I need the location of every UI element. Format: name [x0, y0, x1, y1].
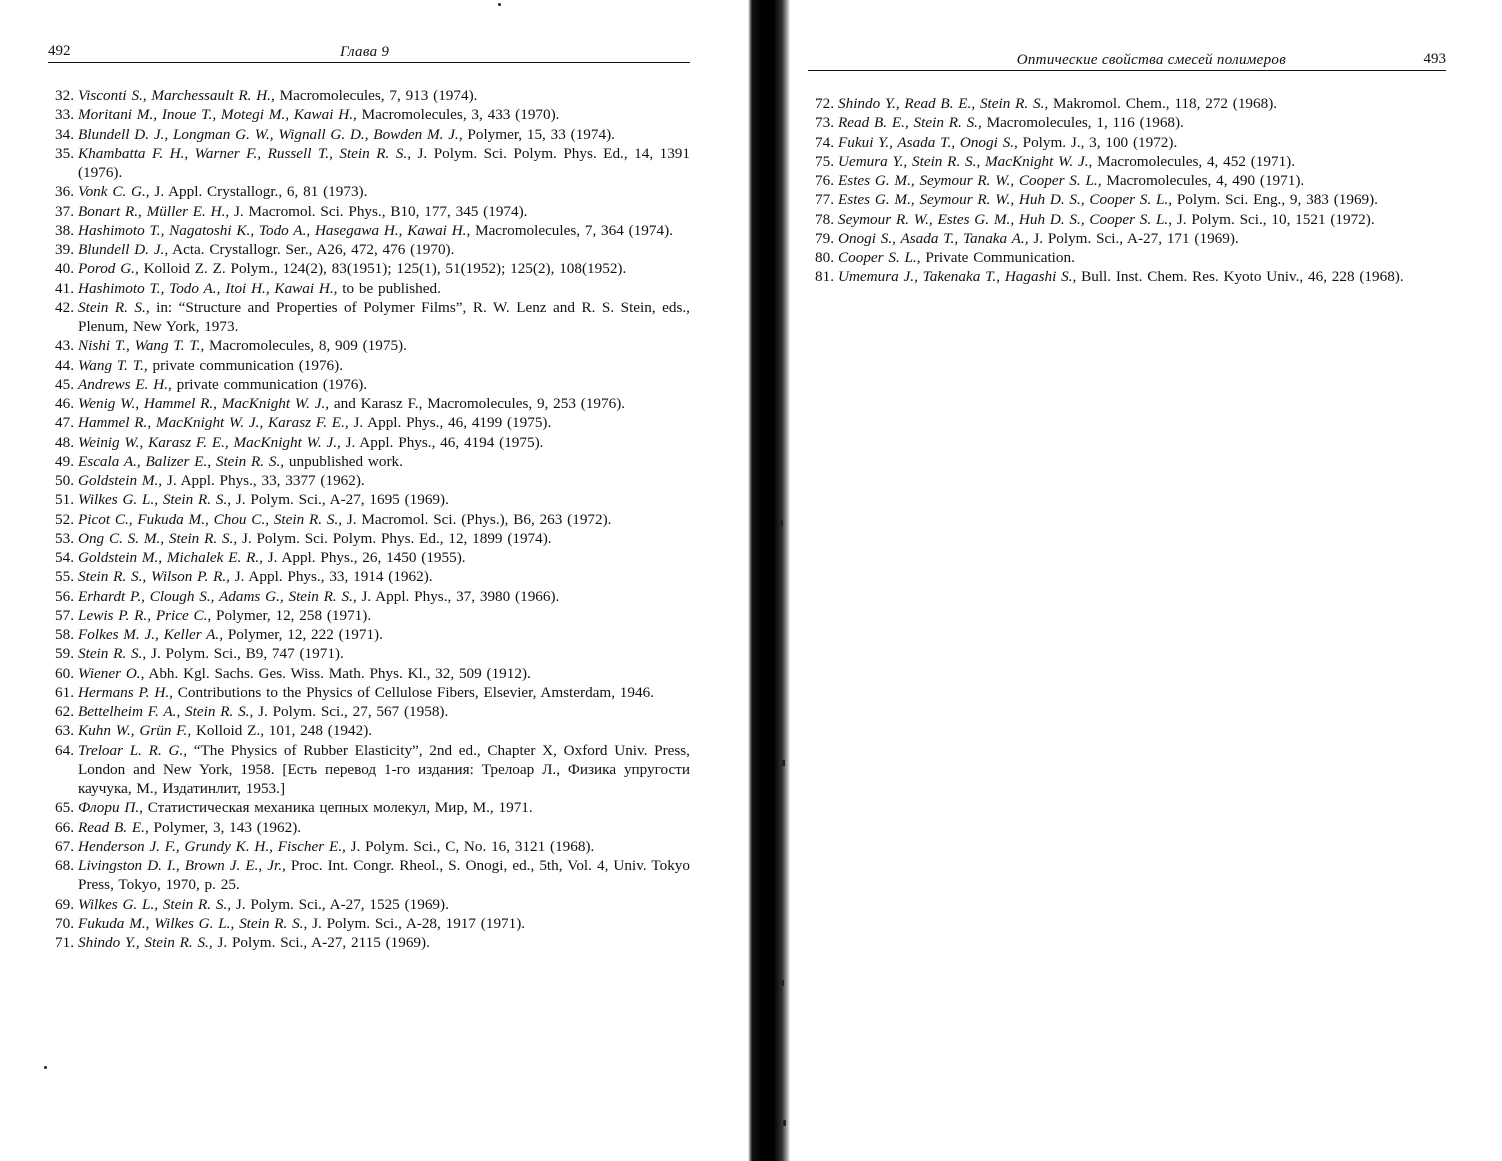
reference-authors: Livingston D. I., Brown J. E., Jr.,: [78, 857, 286, 874]
reference-authors: Hashimoto T., Todo A., Itoi H., Kawai H.,: [78, 279, 338, 297]
reference-number: 36.: [55, 183, 74, 201]
reference-number: 53.: [55, 529, 74, 547]
book-gutter: [748, 0, 790, 1161]
reference-citation: J. Macromol. Sci. (Phys.), B6, 263 (1972).: [342, 510, 612, 528]
reference-number: 62.: [55, 703, 74, 720]
reference-item: [808, 267, 1445, 286]
reference-authors: Lewis P. R., Price C.,: [78, 606, 212, 624]
reference-number: 34.: [55, 125, 74, 143]
reference-authors: Fukuda M., Wilkes G. L., Stein R. S.,: [78, 914, 308, 932]
running-head: Глава 9: [340, 44, 390, 60]
reference-number: 59.: [55, 645, 74, 663]
reference-item: [48, 202, 690, 221]
reference-item: [48, 587, 690, 606]
reference-authors: Vonk C. G.,: [78, 183, 150, 201]
reference-item: [808, 152, 1445, 171]
reference-number: 54.: [55, 549, 74, 566]
reference-citation: Polym. J., 3, 100 (1972).: [1017, 133, 1178, 151]
reference-citation: J. Appl. Phys., 26, 1450 (1955).: [262, 549, 466, 566]
reference-authors: Hammel R., MacKnight W. J., Karasz F. E.,: [78, 414, 349, 432]
reference-list: [48, 86, 690, 952]
reference-citation: Contributions to the Physics of Cellulose Fibers, Elsevier, Amsterdam, 1946.: [172, 683, 654, 701]
page-number: 493: [1423, 51, 1446, 67]
reference-citation: Abh. Kgl. Sachs. Ges. Wiss. Math. Phys. Kl., 32, 509 (1912).: [144, 664, 531, 682]
reference-authors: Fukui Y., Asada T., Onogi S.,: [838, 133, 1018, 151]
reference-number: 63.: [55, 722, 74, 740]
reference-authors: Kuhn W., Grün F.,: [78, 722, 192, 740]
reference-citation: Kolloid Z., 101, 248 (1942).: [191, 722, 373, 740]
reference-item: [48, 510, 690, 529]
reference-citation: Macromolecules, 1, 116 (1968).: [981, 114, 1184, 132]
reference-item: [48, 895, 690, 914]
reference-item: [808, 190, 1445, 209]
reference-number: 73.: [815, 114, 834, 132]
reference-item: [48, 683, 690, 702]
reference-item: [48, 490, 690, 509]
reference-item: [48, 356, 690, 375]
reference-authors: Cooper S. L.,: [838, 249, 921, 266]
reference-number: 75.: [815, 152, 834, 170]
reference-citation: Macromolecules, 4, 452 (1971).: [1092, 152, 1296, 170]
reference-item: [48, 471, 690, 490]
reference-number: 67.: [55, 837, 74, 855]
reference-item: [48, 125, 690, 144]
reference-item: [48, 933, 690, 952]
left-page: [0, 0, 748, 1161]
reference-authors: Wang T. T.,: [78, 356, 148, 374]
reference-item: [808, 133, 1445, 152]
reference-number: 60.: [55, 664, 74, 682]
reference-citation: Polymer, 12, 258 (1971).: [211, 606, 372, 624]
reference-number: 79.: [815, 229, 834, 247]
reference-number: 40.: [55, 260, 74, 278]
reference-authors: Estes G. M., Seymour R. W., Huh D. S., Cooper S. L.,: [838, 191, 1173, 209]
reference-item: [48, 433, 690, 452]
scan-speck: [498, 3, 501, 6]
reference-citation: Polymer, 12, 222 (1971).: [223, 626, 383, 643]
reference-citation: Polymer, 3, 143 (1962).: [148, 818, 302, 836]
reference-number: 65.: [55, 799, 74, 817]
reference-list: [808, 94, 1445, 287]
reference-authors: Porod G.,: [78, 260, 139, 278]
reference-number: 52.: [55, 510, 74, 528]
reference-number: 61.: [55, 683, 74, 701]
reference-number: 58.: [55, 626, 74, 643]
reference-citation: J. Polym. Sci. Polym. Phys. Ed., 12, 1899 (1974).: [237, 529, 552, 547]
reference-citation: Kolloid Z. Z. Polym., 124(2), 83(1951); 125(1), 51(1952); 125(2), 108(1952).: [138, 260, 627, 278]
reference-citation: J. Polym. Sci., A-27, 1525 (1969).: [231, 895, 449, 913]
reference-citation: unpublished work.: [284, 452, 403, 470]
reference-number: 41.: [55, 279, 74, 297]
left-page-header: [48, 40, 690, 63]
reference-number: 49.: [55, 452, 74, 470]
reference-item: [48, 702, 690, 721]
reference-citation: J. Polym. Sci., B9, 747 (1971).: [146, 645, 344, 663]
reference-authors: Erhardt P., Clough S., Adams G., Stein R. S.,: [78, 587, 357, 605]
reference-number: 80.: [815, 249, 834, 266]
reference-number: 38.: [55, 221, 74, 239]
reference-authors: Escala A., Balizer E., Stein R. S.,: [78, 452, 285, 470]
reference-number: 47.: [55, 414, 74, 432]
page-number: 492: [48, 43, 71, 59]
reference-authors: Stein R. S.,: [78, 645, 147, 663]
reference-citation: private communication (1976).: [147, 356, 343, 374]
reference-item: [808, 171, 1445, 190]
reference-authors: Nishi T., Wang T. T.,: [78, 337, 205, 355]
reference-citation: Macromolecules, 7, 364 (1974).: [470, 221, 673, 239]
reference-number: 32.: [55, 87, 74, 104]
reference-authors: Weinig W., Karasz F. E., MacKnight W. J.,: [78, 433, 341, 451]
reference-citation: Macromolecules, 4, 490 (1971).: [1101, 172, 1305, 189]
reference-number: 55.: [55, 568, 74, 586]
reference-authors: Blundell D. J.,: [78, 241, 169, 258]
reference-item: [48, 548, 690, 567]
reference-number: 46.: [55, 395, 74, 412]
reference-authors: Onogi S., Asada T., Tanaka A.,: [838, 229, 1029, 247]
reference-number: 39.: [55, 241, 74, 258]
reference-citation: J. Appl. Phys., 46, 4199 (1975).: [348, 414, 552, 432]
reference-authors: Moritani M., Inoue T., Motegi M., Kawai H.,: [78, 106, 357, 124]
reference-authors: Shindo Y., Read B. E., Stein R. S.,: [838, 95, 1049, 112]
reference-number: 76.: [815, 172, 834, 189]
reference-authors: Stein R. S.,: [78, 298, 150, 316]
reference-authors: Stein R. S., Wilson P. R.,: [78, 568, 230, 586]
reference-authors: Bettelheim F. A., Stein R. S.,: [78, 703, 254, 720]
reference-number: 45.: [55, 375, 74, 393]
reference-item: [48, 182, 690, 201]
reference-number: 70.: [55, 914, 74, 932]
reference-citation: J. Polym. Sci., 10, 1521 (1972).: [1172, 210, 1375, 228]
reference-item: [48, 741, 690, 799]
reference-number: 50.: [55, 472, 74, 489]
reference-item: [48, 837, 690, 856]
reference-number: 43.: [55, 337, 74, 355]
reference-item: [48, 818, 690, 837]
reference-number: 68.: [55, 857, 74, 874]
reference-number: 51.: [55, 491, 74, 509]
reference-item: [48, 914, 690, 933]
reference-number: 44.: [55, 356, 74, 374]
reference-authors: Visconti S., Marchessault R. H.,: [78, 87, 275, 104]
reference-item: [48, 452, 690, 471]
reference-authors: Seymour R. W., Estes G. M., Huh D. S., Cooper S. L.,: [838, 210, 1173, 228]
reference-authors: Hermans P. H.,: [78, 683, 173, 701]
reference-number: 48.: [55, 433, 74, 451]
reference-number: 57.: [55, 606, 74, 624]
reference-item: [48, 413, 690, 432]
reference-citation: Private Communication.: [920, 249, 1075, 266]
reference-authors: Bonart R., Müller E. H.,: [78, 202, 230, 220]
reference-item: [48, 240, 690, 259]
reference-item: [808, 94, 1445, 113]
reference-number: 78.: [815, 210, 834, 228]
reference-item: [48, 856, 690, 895]
reference-citation: J. Polym. Sci., A-27, 2115 (1969).: [212, 934, 430, 951]
reference-item: [48, 336, 690, 355]
scan-speck: [44, 1066, 47, 1069]
right-page: [790, 0, 1502, 1161]
reference-item: [48, 664, 690, 683]
reference-item: [48, 606, 690, 625]
reference-number: 74.: [815, 133, 834, 151]
reference-number: 64.: [55, 741, 74, 759]
reference-item: [808, 113, 1445, 132]
reference-authors: Folkes M. J., Keller A.,: [78, 626, 224, 643]
reference-citation: “The Physics of Rubber Elasticity”, 2nd ed., Chapter X, Oxford Univ. Press, London and New York, 1958. [Есть перевод 1-го издания: Трелоар Л., Физика упругости каучука, М., Издатинлит, 1953.]: [78, 741, 690, 797]
reference-citation: J. Macromol. Sci. Phys., B10, 177, 345 (1974).: [229, 202, 528, 220]
reference-item: [48, 721, 690, 740]
reference-citation: Macromolecules, 8, 909 (1975).: [204, 337, 407, 355]
reference-item: [48, 221, 690, 240]
reference-citation: J. Polym. Sci., A-27, 171 (1969).: [1028, 229, 1239, 247]
reference-item: [808, 229, 1445, 248]
reference-item: [48, 144, 690, 183]
reference-citation: Polym. Sci. Eng., 9, 383 (1969).: [1172, 191, 1378, 209]
reference-authors: Picot C., Fukuda M., Chou C., Stein R. S.,: [78, 510, 343, 528]
reference-item: [48, 279, 690, 298]
right-page-header: [808, 48, 1446, 71]
reference-citation: J. Appl. Phys., 46, 4194 (1975).: [340, 433, 544, 451]
reference-item: [48, 375, 690, 394]
reference-citation: to be published.: [337, 279, 441, 297]
reference-citation: J. Polym. Sci., A-27, 1695 (1969).: [231, 491, 449, 509]
reference-number: 33.: [55, 106, 74, 124]
reference-authors: Andrews E. H.,: [78, 375, 172, 393]
reference-citation: J. Polym. Sci., 27, 567 (1958).: [253, 703, 449, 720]
reference-item: [48, 298, 690, 337]
reference-number: 69.: [55, 895, 74, 913]
reference-citation: Macromolecules, 3, 433 (1970).: [356, 106, 560, 124]
reference-citation: in: “Structure and Properties of Polymer Films”, R. W. Lenz and R. S. Stein, eds., Plenum, New York, 1973.: [78, 298, 690, 335]
reference-citation: J. Appl. Phys., 37, 3980 (1966).: [356, 587, 560, 605]
reference-authors: Estes G. M., Seymour R. W., Cooper S. L.,: [838, 172, 1102, 189]
reference-authors: Henderson J. F., Grundy K. H., Fischer E.,: [78, 837, 346, 855]
reference-authors: Treloar L. R. G.,: [78, 741, 188, 759]
reference-citation: J. Polym. Sci., C, No. 16, 3121 (1968).: [345, 837, 595, 855]
reference-citation: J. Polym. Sci., A-28, 1917 (1971).: [307, 914, 526, 932]
reference-item: [48, 529, 690, 548]
reference-number: 81.: [815, 268, 834, 286]
reference-authors: Wenig W., Hammel R., MacKnight W. J.,: [78, 395, 330, 412]
reference-item: [48, 259, 690, 278]
reference-authors: Wilkes G. L., Stein R. S.,: [78, 895, 232, 913]
reference-authors: Umemura J., Takenaka T., Hagashi S.,: [838, 268, 1077, 286]
reference-number: 42.: [55, 298, 74, 316]
reference-authors: Флори П.,: [78, 799, 143, 817]
reference-number: 35.: [55, 144, 74, 162]
reference-authors: Wilkes G. L., Stein R. S.,: [78, 491, 232, 509]
reference-citation: Macromolecules, 7, 913 (1974).: [274, 87, 478, 104]
reference-authors: Uemura Y., Stein R. S., MacKnight W. J.,: [838, 152, 1093, 170]
reference-authors: Read B. E., Stein R. S.,: [838, 114, 982, 132]
reference-authors: Ong C. S. M., Stein R. S.,: [78, 529, 238, 547]
reference-authors: Khambatta F. H., Warner F., Russell T., Stein R. S.,: [78, 144, 411, 162]
reference-authors: Goldstein M.,: [78, 472, 163, 489]
reference-number: 71.: [55, 934, 74, 951]
reference-citation: Proc. Int. Congr. Rheol., S. Onogi, ed., 5th, Vol. 4, Univ. Tokyo Press, Tokyo, 1970, p. 25.: [78, 857, 690, 894]
reference-citation: Makromol. Chem., 118, 272 (1968).: [1048, 95, 1278, 112]
reference-authors: Blundell D. J., Longman G. W., Wignall G. D., Bowden M. J.,: [78, 125, 463, 143]
reference-authors: Goldstein M., Michalek E. R.,: [78, 549, 263, 566]
reference-citation: Polymer, 15, 33 (1974).: [462, 125, 615, 143]
reference-authors: Read B. E.,: [78, 818, 149, 836]
reference-number: 66.: [55, 818, 74, 836]
reference-item: [808, 248, 1445, 267]
reference-number: 77.: [815, 191, 834, 209]
reference-item: [48, 567, 690, 586]
reference-number: 56.: [55, 587, 74, 605]
reference-item: [48, 394, 690, 413]
reference-authors: Shindo Y., Stein R. S.,: [78, 934, 213, 951]
reference-authors: Wiener O.,: [78, 664, 145, 682]
reference-citation: private communication (1976).: [171, 375, 368, 393]
reference-authors: Hashimoto T., Nagatoshi K., Todo A., Hasegawa H., Kawai H.,: [78, 221, 471, 239]
reference-citation: J. Appl. Phys., 33, 3377 (1962).: [162, 472, 365, 489]
reference-citation: J. Appl. Phys., 33, 1914 (1962).: [229, 568, 433, 586]
reference-citation: J. Polym. Sci. Polym. Phys. Ed., 14, 1391 (1976).: [78, 144, 690, 181]
reference-citation: Acta. Crystallogr. Ser., A26, 472, 476 (1970).: [168, 241, 455, 258]
reference-item: [48, 86, 690, 105]
reference-item: [48, 625, 690, 644]
reference-number: 37.: [55, 202, 74, 220]
reference-item: [48, 644, 690, 663]
reference-citation: Bull. Inst. Chem. Res. Kyoto Univ., 46, 228 (1968).: [1076, 268, 1404, 286]
reference-citation: J. Appl. Crystallogr., 6, 81 (1973).: [149, 183, 368, 201]
reference-citation: Статистическая механика цепных молекул, Мир, М., 1971.: [142, 799, 533, 817]
reference-item: [808, 210, 1445, 229]
running-head: Оптические свойства смесей полимеров: [1016, 52, 1286, 68]
reference-number: 72.: [815, 95, 834, 112]
reference-item: [48, 105, 690, 124]
reference-citation: and Karasz F., Macromolecules, 9, 253 (1976).: [329, 395, 626, 412]
reference-item: [48, 798, 690, 817]
